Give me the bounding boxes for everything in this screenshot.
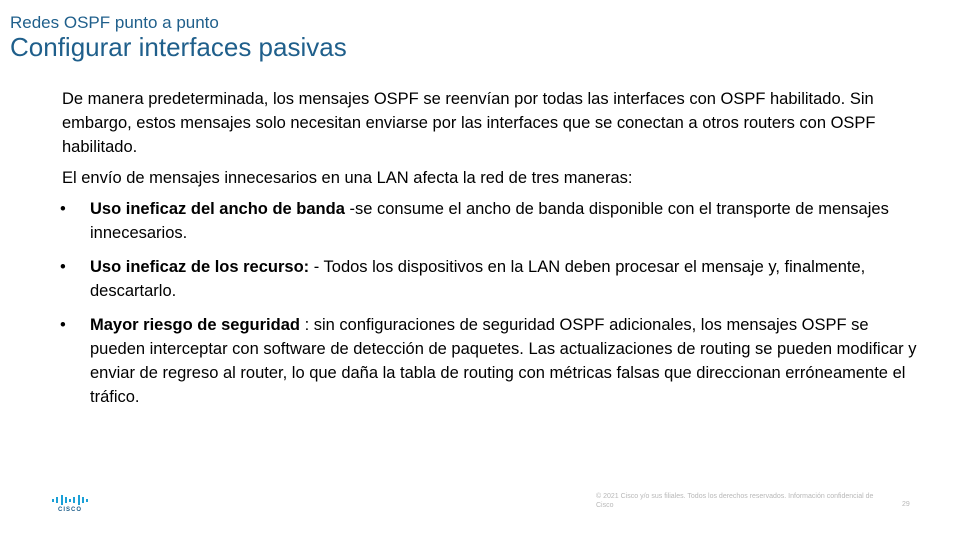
- list-item: [62, 255, 922, 303]
- cisco-bars-icon: [52, 495, 88, 505]
- cisco-wordmark: CISCO: [57, 507, 82, 513]
- page-number: 29: [902, 501, 910, 508]
- list-item: [62, 313, 922, 409]
- bullet-heading: Uso ineficaz de los recurso:: [90, 258, 310, 276]
- list-item: [62, 197, 922, 245]
- intro-paragraph: De manera predeterminada, los mensajes OSPF se reenvían por todas las interfaces con OSPF habilitado. Sin embargo, estos mensajes solo necesitan enviarse por las interfaces que se conectan a otros routers con OSPF habilitado.: [62, 90, 876, 156]
- slide-content: [62, 87, 922, 419]
- bullet-text: : sin configuraciones de seguridad OSPF adicionales, los mensajes OSPF se pueden interceptar con software de detección de paquetes. Las actualizaciones de routing se pueden modificar y enviar de regreso al router, lo que daña la tabla de routing con métricas falsas que direccionan erróneamente el tráfico.: [90, 316, 917, 406]
- effects-intro-paragraph: El envío de mensajes innecesarios en una LAN afecta la red de tres maneras:: [62, 169, 633, 187]
- bullet-icon: •: [60, 200, 66, 218]
- bullet-icon: •: [60, 258, 66, 276]
- slide-title: Configurar interfaces pasivas: [10, 32, 347, 62]
- cisco-logo: [52, 495, 92, 513]
- copyright-footer: © 2021 Cisco y/o sus filiales. Todos los derechos reservados. Información confidencial de Cisco: [596, 493, 874, 509]
- bullet-heading: Mayor riesgo de seguridad: [90, 316, 300, 334]
- bullet-heading: Uso ineficaz del ancho de banda: [90, 200, 345, 218]
- bullet-icon: •: [60, 316, 66, 334]
- bullet-text: -se consume el ancho de banda disponible con el transporte de mensajes innecesarios.: [90, 200, 889, 242]
- effects-list: [62, 197, 922, 409]
- slide-subtitle: Redes OSPF punto a punto: [10, 13, 219, 32]
- bullet-text: - Todos los dispositivos en la LAN deben procesar el mensaje y, finalmente, descartarlo.: [90, 258, 866, 300]
